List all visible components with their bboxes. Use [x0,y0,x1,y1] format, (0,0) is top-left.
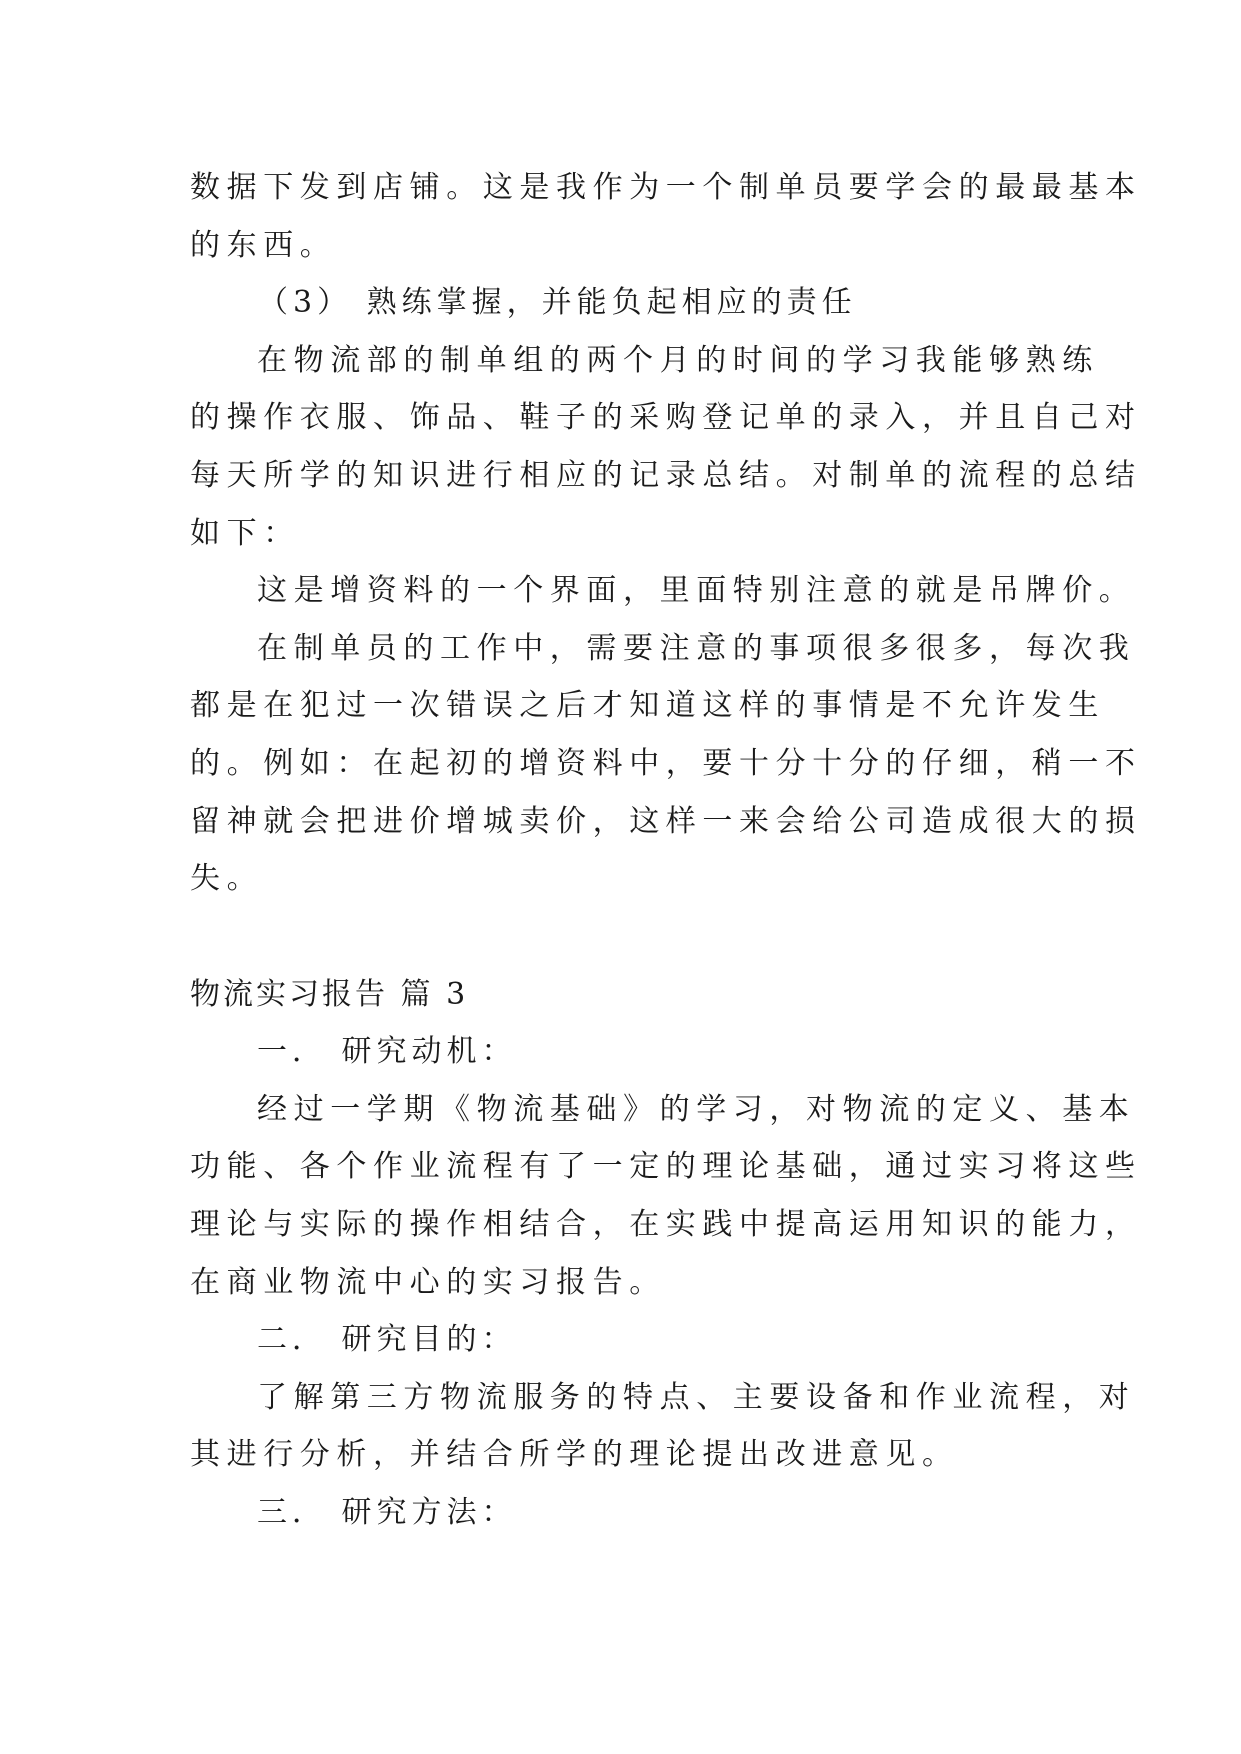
body-text-line: 功能、各个作业流程有了一定的理论基础，通过实习将这些 [190,1149,1142,1184]
section-heading-method: 三． 研究方法： [257,1495,517,1530]
body-text-line: 留神就会把进价增城卖价，这样一来会给公司造成很大的损 [190,804,1142,839]
body-text-line: 经过一学期《物流基础》的学习，对物流的定义、基本 [257,1092,1136,1127]
body-text-line: 的东西。 [190,228,337,263]
body-text-line: 都是在犯过一次错误之后才知道这样的事情是不允许发生 [190,688,1105,723]
section-title: 物流实习报告 篇 3 [190,977,469,1012]
section-heading-motivation: 一． 研究动机： [257,1034,517,1069]
body-text-line: 在制单员的工作中，需要注意的事项很多很多，每次我 [257,631,1136,666]
body-text-line: 了解第三方物流服务的特点、主要设备和作业流程，对 [257,1380,1136,1415]
body-text-line: 数据下发到店铺。这是我作为一个制单员要学会的最最基本 [190,170,1142,205]
body-text-line: 如下： [190,516,300,551]
body-text-line: 的操作衣服、饰品、鞋子的采购登记单的录入，并且自己对 [190,400,1142,435]
body-text-line: 的。例如：在起初的增资料中，要十分十分的仔细，稍一不 [190,746,1142,781]
body-text-line: 其进行分析，并结合所学的理论提出改进意见。 [190,1437,959,1472]
body-text-line: 理论与实际的操作相结合，在实践中提高运用知识的能力， [190,1207,1142,1242]
body-text-line: 每天所学的知识进行相应的记录总结。对制单的流程的总结 [190,458,1142,493]
subsection-heading: （3） 熟练掌握，并能负起相应的责任 [258,285,857,320]
body-text-line: 失。 [190,861,264,896]
section-heading-purpose: 二． 研究目的： [257,1322,517,1357]
body-text-line: 在商业物流中心的实习报告。 [190,1265,666,1300]
body-text-line: 在物流部的制单组的两个月的时间的学习我能够熟练 [257,343,1099,378]
body-text-line: 这是增资料的一个界面，里面特别注意的就是吊牌价。 [257,573,1136,608]
